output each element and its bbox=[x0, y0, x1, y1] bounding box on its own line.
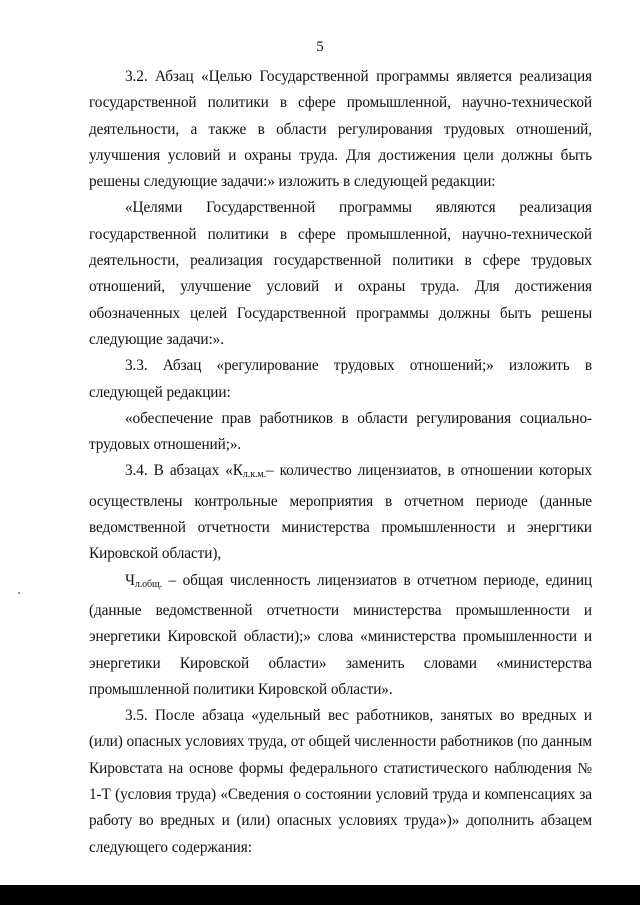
paragraph-3-3: 3.3. Абзац «регулирование трудовых отношений;» изложить в следующей редакции: bbox=[89, 357, 592, 401]
subscript-lobshch: л.общ. bbox=[134, 578, 163, 590]
paragraph-3-3-new-wording: «обеспечение прав работников в области регулирования социально-трудовых отношений;». bbox=[89, 409, 592, 454]
scan-border-bottom bbox=[0, 885, 640, 905]
scan-speck bbox=[18, 592, 20, 594]
paragraph-3-4-cont-suffix: – общая численность лицензиатов в отчетном периоде, единиц (данные ведомственной отчетности министерства промышленности и энергетики Кировской области);» слова «министерства промышленности и энергетики Кировской области» заменить словами «министерства промышленной политики Кировской области». bbox=[89, 571, 592, 698]
paragraph-3-4-cont-prefix: Ч bbox=[125, 571, 135, 589]
document-body bbox=[89, 64, 592, 861]
page-number: 5 bbox=[316, 39, 324, 55]
subscript-lkm: л.к.м. bbox=[242, 469, 266, 481]
paragraph-3-4-suffix: – количество лицензиатов, в отношении которых осуществлены контрольные мероприятия в отчетном периоде (данные ведомственной отчетности министерства промышленности и энергтики Кировской области), bbox=[89, 462, 593, 563]
paragraph-3-2: 3.2. Абзац «Целью Государственной программы является реализация государственной политики в сфере промышленной, научно-технической деятельности, а также в области регулирования трудовых отношений, улучшения условий и охраны труда. Для достижения цели должны быть решены следующие задачи:» изложить в следующей редакции: bbox=[89, 68, 592, 191]
paragraph-3-2-new-wording: «Целями Государственной программы являются реализация государственной политики в сфере промышленной, научно-технической деятельности, реализация государственной политики в сфере трудовых отношений, улучшение условий и охраны труда. Для достижения обозначенных целей Государственной программы должны быть решены следующие задачи:». bbox=[89, 199, 592, 348]
paragraph-3-4 bbox=[89, 458, 592, 567]
paragraph-3-5: 3.5. После абзаца «удельный вес работников, занятых во вредных и (или) опасных условиях труда, от общей численности работников (по данным Кировстата на основе формы федерального статистического наблюдения № 1-Т (условия труда) «Сведения о состоянии условий труда и компенсациях за работу во вредных и (или) опасных условиях труда»)» дополнить абзацем следующего содержания: bbox=[89, 707, 592, 856]
paragraph-3-4-prefix: 3.4. В абзацах «К bbox=[125, 462, 243, 480]
paragraph-3-4-continued bbox=[89, 568, 592, 703]
